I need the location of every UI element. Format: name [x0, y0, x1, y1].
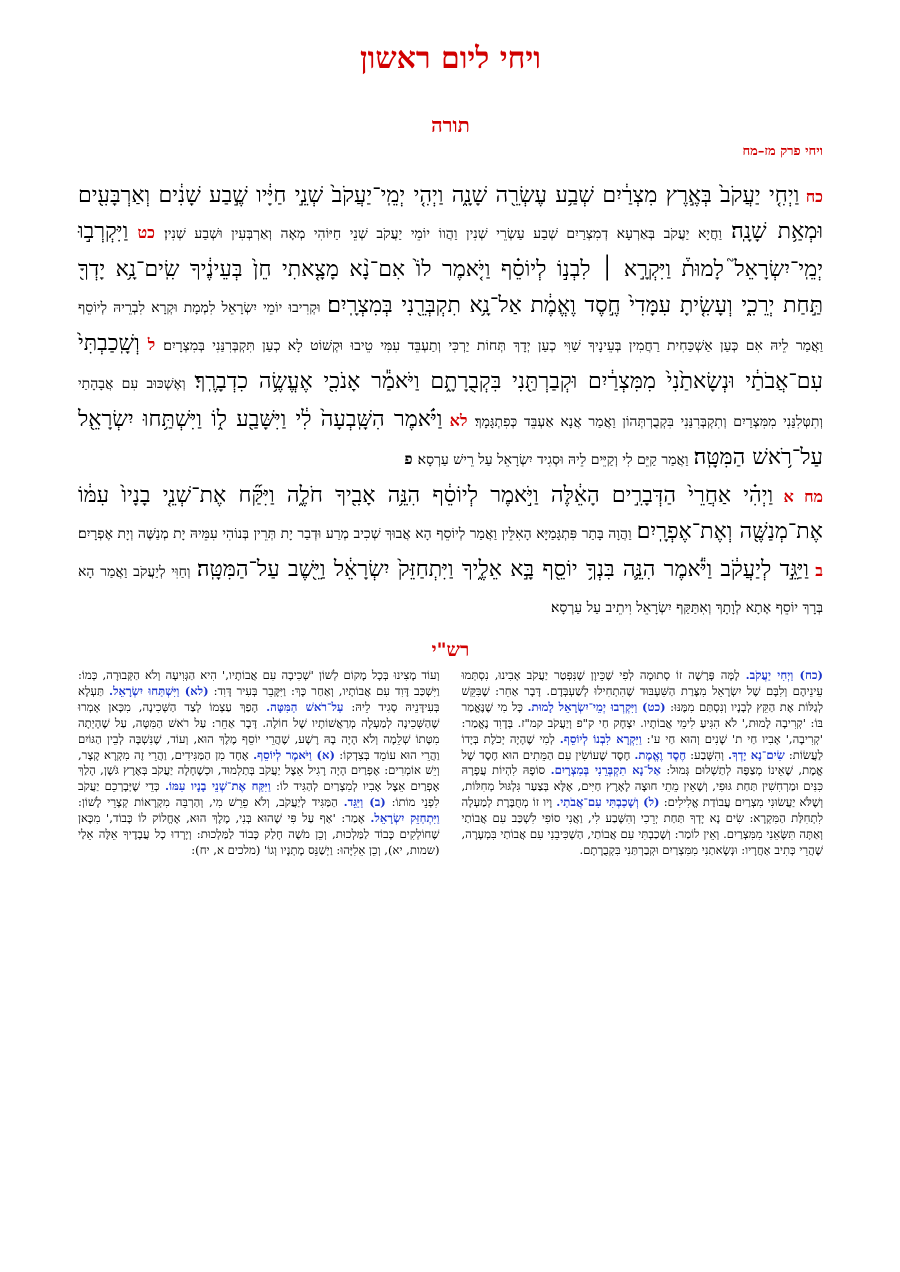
- rashi-comment: [690, 748, 785, 762]
- verse-text: וְשָֽׁכַבְתִּי֙ עִם־אֲבֹתַ֔י וּנְשָׂאתַ֙נִי֙ מִמִּצְרַ֔יִם וּקְבַרְתַּ֖נִי בִּקְבֻרָתָ֑ם וַיֹּאמַ֕ר אָנֹכִ֖י אֶעֱשֶׂ֥ה כִדְבָרֶֽךָ׃: [78, 331, 823, 394]
- rashi-heading-word: (ל) וְשָׁכַבְתִּי עִם־אֲבֹתַי.: [556, 795, 660, 810]
- verse-number: א: [783, 487, 794, 506]
- rashi-heading-word: וַיִּקַּח אֶת־שְׁנֵי בָנָיו עִמּוֹ.: [164, 779, 271, 794]
- targum-text: וּקְרִיבוּ יוֹמֵי יִשְׂרָאֵל לִמְמָת וּקְרָא לִבְרֵיהּ לְיוֹסֵף וַאֲמַר לֵיהּ אִם כְּעַן אַשְׁכַּחִית רַחֲמִין בְּעֵינָיךְ שַׁוִּי כְעַן יְדָךְ תְּחוֹת יַרְכִּי וְתַעְבֵּד עִמִּי טֵיבוּ וּקְשׁוֹט לָא כְעַן תִּקְבְּרִנַּנִי בְּמִצְרָיִם׃: [78, 300, 824, 354]
- rashi-heading-word: שִׂים־נָא יָדְךָ.: [728, 747, 785, 762]
- verse-text: וַיְהִ֗י אַחֲרֵי֙ הַדְּבָרִ֣ים הָאֵ֔לֶּה וַיֹּ֣אמֶר לְיוֹסֵ֔ף הִנֵּ֥ה אָבִ֖יךָ חֹלֶ֑ה וַיִּקַּ֞ח אֶת־שְׁנֵ֤י בָנָיו֙ עִמּ֔וֹ אֶת־מְנַשֶּׁ֖ה וְאֶת־אֶפְרָֽיִם׃: [78, 483, 823, 544]
- verse-text: וַיֹּ֗אמֶר הִשָּֽׁבְעָה֙ לִ֔י וַיִּשָּׁבַ֖ע ל֑וֹ וַיִּשְׁתַּ֥חוּ יִשְׂרָאֵ֖ל עַל־רֹ֥אשׁ הַמִּטָּֽה׃: [78, 407, 823, 470]
- rashi-heading-word: אַל־נָא תִקְבְּרֵנִי בְּמִצְרָיִם.: [550, 763, 661, 778]
- rashi-heading-word: (כט) וַיִּקְרְבוּ יְמֵי־יִשְׂרָאֵל לָמוּת.: [527, 699, 666, 714]
- rashi-text: אָמַר: 'אַף עַל פִּי שֶׁהוּא בְּנִי, מֶלֶךְ הוּא, אֶחֱלוֹק לוֹ כָּבוֹד,' מִכָּאן שֶׁחוֹלְקִים כָּבוֹד לַמַּלְכוּת, וְכֵן מֹשֶׁה חָלַק כָּבוֹד לַמַּלְכוּת: וְיָרְדוּ כָל עֲבָדֶיךָ אֵלֶּה אֵלַי (שמות, יא), וְכֵן אֵלִיָּהוּ: וַיְשַׁנֵּס מָתְנָיו וְגוֹ' (מלכים א, יח):: [78, 811, 440, 857]
- verse-number: כח: [805, 187, 823, 206]
- rashi-text: תַּעְלָא בְּעִידָּנֵיהּ סְגִיד לֵיהּ:: [78, 683, 440, 714]
- rashi-commentary: [78, 668, 823, 859]
- rashi-text: לָמָּה פָּרָשָׁה זוֹ סְתוּמָה לְפִי שֶׁכֵּיוָן שֶׁנִּפְטַר יַעֲקֹב אָבִינוּ, נִסְתְּמוּ עֵינֵיהֶם וְלִבָּם שֶׁל יִשְׂרָאֵל מִצָּרַת הַשִּׁעְבּוּד שֶׁהִתְחִילוּ לְשַׁעְבְּדָם. דָּבָר אַחֵר: שֶׁבִּקֵּשׁ לְגַלּוֹת אֶת הַקֵּץ לְבָנָיו וְנִסְתַּם מִמֶּנּוּ:: [461, 668, 823, 714]
- rashi-text: וָיו זוֹ מְחֻבֶּרֶת לְמַעְלָה לִתְחִלַּת הַמִּקְרָא: שִׂים נָא יָדְךָ תַּחַת יְרֵכִי וְהִשָּׁבַע לִי, וַאֲנִי סוֹפִי לִשְׁכַּב עִם אֲבוֹתַי וְאַתָּה תִּשָּׂאֵנִי מִמִּצְרַיִם. וְאֵין לוֹמַר: וְשָׁכַבְתִּי עִם אֲבוֹתַי, הַשְׁכִּיבֵנִי עִם אֲבוֹתַי בִּמְעָרָה, שֶׁהֲרֵי כְּתִיב אַחֲרָיו: וּנְשָׂאתַנִי מִמִּצְרַיִם וּקְבַרְתַּנִי בִּקְבֻרָתָם.: [461, 795, 823, 857]
- chapter-reference: ויחי פרק מז–מח: [742, 144, 823, 159]
- rashi-heading-word: (א) וַיֹּאמֶר לְיוֹסֵף.: [253, 747, 335, 762]
- targum-text: וְחַוִּי לְיַעֲקֹב וַאֲמַר הָא בְּרָךְ יוֹסֵף אָתָא לְוָתָךְ וְאִתַּקַּף יִשְׂרָאֵל וִיתֵיב עַל עַרְסָא׃: [78, 564, 823, 616]
- section-label: תורה: [431, 113, 470, 137]
- parasha-break-mark: פ: [404, 450, 413, 468]
- rashi-heading-word: עַל־רֹאשׁ הַמִּטָּה.: [266, 699, 344, 714]
- verse-number: לא: [449, 411, 468, 430]
- rashi-text: הַמַּגִּיד לְיַעֲקֹב, וְלֹא פֵרֵשׁ מִי, וְהַרְבֵּה מִקְרָאוֹת קְצָרֵי לָשׁוֹן:: [78, 795, 338, 810]
- rashi-column-left: [78, 668, 440, 859]
- rashi-text: סוֹפָהּ לִהְיוֹת עֲפָרָהּ כִּנִּים וּמַרְחִשִׁין תַּחַת גּוּפִי, וְשֶׁאֵין מֵתֵי חוּצָה לָאָרֶץ חַיִּים, אֶלָּא בְּצַעַר גִּלְגּוּל מְחִלּוֹת, וְשֶׁלֹּא יַעֲשׂוּנִי מִצְרַיִם עֲבוֹדַת אֱלִילִים:: [461, 763, 824, 810]
- rashi-text: וְהִשָּׁבַע:: [690, 747, 725, 762]
- torah-text: [78, 178, 823, 478]
- rashi-text: הָפַךְ עַצְמוֹ לְצַד הַשְּׁכִינָה, מִכָּאן אָמְרוּ שֶׁהַשְּׁכִינָה לְמַעְלָה מְרַאֲשׁוֹתָיו שֶׁל חוֹלֶה. דָּבָר אַחֵר: עַל רֹאשׁ הַמִּטָּה, עַל שֶׁהָיְתָה מִטָּתוֹ שְׁלֵמָה וְלֹא הָיָה בָהּ רָשָׁע, שֶׁהֲרֵי יוֹסֵף מֶלֶךְ הוּא, וְעוֹד, שֶׁנִּשְׁבָּה לְבֵין הַגּוֹיִם וַהֲרֵי הוּא עוֹמֵד בְּצִדְקוֹ:: [78, 699, 440, 762]
- page-title: ויחי ליום ראשון: [360, 41, 541, 76]
- page: [78, 30, 823, 859]
- verse-number: כט: [137, 223, 155, 242]
- rashi-text: חֶסֶד שֶׁעוֹשִׂין עִם הַמֵּתִים הוּא חֶסֶד שֶׁל אֱמֶת, שֶׁאֵינוֹ מְצַפֶּה לְתַשְׁלוּם גְּמוּל:: [461, 747, 824, 778]
- verse-text: וַיִּקְרְב֣וּ יְמֵֽי־יִשְׂרָאֵל֮ לָמוּת֒ וַיִּקְרָ֣א ׀ לִבְנ֣וֹ לְיוֹסֵ֗ף וַיֹּ֤אמֶר לוֹ֙ אִם־נָ֨א מָצָ֤אתִי חֵן֙ בְּעֵינֶ֔יךָ שִֽׂים־נָ֥א יָדְךָ֖ תַּ֣חַת יְרֵכִ֑י וְעָשִׂ֤יתָ עִמָּדִי֙ חֶ֣סֶד וֶאֱמֶ֔ת אַל־נָ֥א תִקְבְּרֵ֖נִי בְּמִצְרָֽיִם׃: [78, 219, 823, 318]
- verse-28: [78, 183, 823, 244]
- rashi-text: וְעוֹד מָצִינוּ בְּכָל מָקוֹם לְשׁוֹן 'שְׁכִיבָה עִם אֲבוֹתָיו,' הִיא הַגְּוִיעָה וְלֹא הַקְּבוּרָה, כְּמוֹ: וַיִּשְׁכַּב דָּוִד עִם אֲבוֹתָיו, וְאַחַר כָּךְ: וַיִּקָּבֵר בְּעִיר דָּוִד:: [78, 668, 440, 698]
- rashi-heading-word: (כח) וַיְחִי יַעֲקֹב.: [745, 668, 823, 682]
- rashi-heading: רש"י: [431, 639, 470, 661]
- rashi-text: לְמִי שֶׁהָיָה יְכֹלֶת בְּיָדוֹ לַעֲשׂוֹת:: [461, 731, 823, 762]
- rashi-text: כָּל מִי שֶׁנֶּאֱמַר בּוֹ: 'קְרִיבָה לָמוּת,' לֹא הִגִּיעַ לִימֵי אֲבוֹתָיו. יִצְחָק חַי ק"פ וְיַעֲקֹב קמ"ז. בְּדָוִד נֶאֱמַר: 'קְרִיבָה,' אָבִיו חַי ת' שָׁנִים וְהוּא חַי ע':: [461, 699, 823, 746]
- rashi-heading-word: וַיִּקְרָא לִבְנוֹ לְיוֹסֵף.: [559, 731, 642, 746]
- rashi-heading-word: חֶסֶד וֶאֱמֶת.: [634, 747, 687, 762]
- verse-text: וַיְחִ֤י יַעֲקֹב֙ בְּאֶ֣רֶץ מִצְרַ֔יִם שְׁבַ֥ע עֶשְׂרֵ֖ה שָׁנָ֑ה וַיְהִ֤י יְמֵֽי־יַעֲקֹב֙ שְׁנֵ֣י חַיָּ֔יו שֶׁ֣בַע שָׁנִ֔ים וְאַרְבָּעִ֖ים וּמְאַ֥ת שָׁנָֽה׃: [78, 183, 823, 244]
- rashi-column-right: [462, 668, 824, 859]
- verse-text: וַיַּגֵּ֣ד לְיַעֲקֹ֔ב וַיֹּ֕אמֶר הִנֵּ֛ה בִּנְךָ֥ יוֹסֵ֖ף בָּ֣א אֵלֶ֑יךָ וַיִּתְחַזֵּק֙ יִשְׂרָאֵ֔ל וַיֵּ֖שֶׁב עַל־הַמִּטָּֽה׃: [196, 557, 809, 582]
- rashi-comment: [78, 811, 440, 857]
- verse-number: ב: [815, 561, 824, 580]
- rashi-heading-word: (ב) וַיַּגֵּד.: [343, 795, 386, 810]
- targum-text: וַחֲיָא יַעֲקֹב בְּאַרְעָא דְמִצְרַיִם שְׁבַע עַשְׂרֵי שְׁנִין וַהֲווֹ יוֹמֵי יַעֲקֹב שְׁנֵי חַיּוֹהִי מְאָה וְאַרְבְּעִין וּשְׁבַע שְׁנִין׃: [164, 226, 722, 242]
- verse-number: ל: [147, 335, 156, 354]
- rashi-heading-word: (לא) וַיִּשְׁתַּחוּ יִשְׂרָאֵל.: [109, 683, 209, 698]
- rashi-text: כְּדֵי שֶׁיְּבָרְכֵם יַעֲקֹב לִפְנֵי מוֹתוֹ:: [78, 779, 440, 810]
- rashi-heading-word: וַיִּתְחַזֵּק יִשְׂרָאֵל.: [370, 811, 440, 826]
- torah-text-chapter-48: [78, 478, 823, 626]
- rashi-text: אֶחָד מִן הַמַּגִּידִים, וַהֲרֵי זֶה מִקְרָא קָצָר, וְיֵשׁ אוֹמְרִים: אֶפְרַיִם הָיָה רָגִיל אֵצֶל יַעֲקֹב בְּתַלְמוּד, וּכְשֶׁחָלָה יַעֲקֹב בְּאֶרֶץ גֹּשֶׁן, הָלַךְ אֶפְרַיִם אֵצֶל אָבִיו לְמִצְרַיִם לְהַגִּיד לוֹ:: [78, 747, 440, 794]
- targum-text: וַהֲוָה בָּתַר פִּתְגָּמַיָּא הָאִלֵּין וַאֲמַר לְיוֹסֵף הָא אֲבוּךְ שְׁכִיב מְרַע וּדְבַר יָת תְּרֵין בְּנוֹהִי עִמֵּיהּ יָת מְנַשֶּׁה וְיָת אֶפְרָיִם׃: [78, 526, 632, 542]
- targum-text: וַאֲמַר קַיֵּם לִי וְקַיֵּים לֵיהּ וּסְגִיד יִשְׂרָאֵל עַל רֵישׁ עַרְסָא׃: [417, 452, 689, 468]
- targum-text: וְאֶשְׁכּוּב עִם אֲבָהָתַי וְתִטְּלִנַּנִי מִמִּצְרַיִם וְתִקְבְּרִנַּנִי בִּקְבֻרְתְּהוֹן וַאֲמַר אֲנָא אַעְבֵּד כְּפִתְגָּמָךְ׃: [78, 376, 823, 430]
- rashi-comment: [78, 795, 386, 809]
- chapter-number: מח: [804, 487, 824, 506]
- verse-29: [78, 219, 824, 354]
- verse-48-2: [78, 557, 824, 616]
- verse-48-1: [78, 483, 824, 544]
